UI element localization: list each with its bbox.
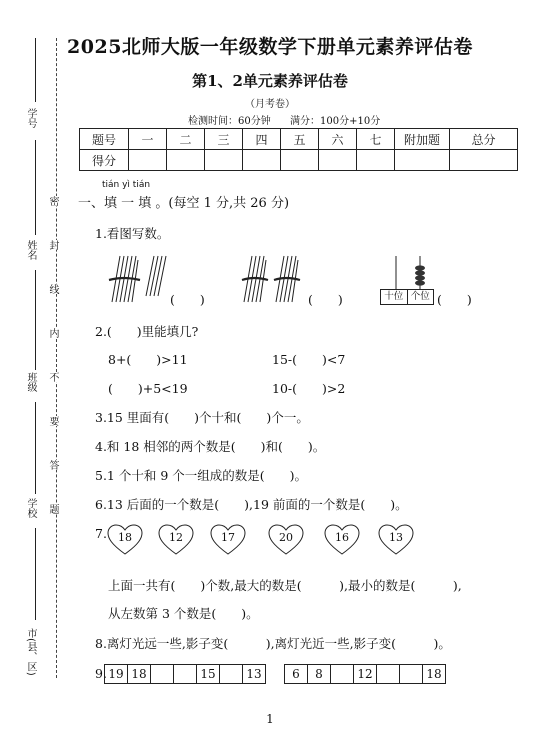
sequence-cell[interactable] [331,665,354,684]
question-6: 6.13 后面的一个数是( ),19 前面的一个数是( )。 [95,497,408,512]
table-cell: 五 [281,129,319,150]
question-1: 1.看图写数。 [95,226,170,241]
question-7-line-1: 上面一共有( )个数,最大的数是( ),最小的数是( ), [108,578,462,593]
abacus-tens-label: 十位 [381,290,408,304]
heart-value: 13 [389,531,403,544]
seal-char: 要 [47,416,58,426]
score-blank[interactable] [450,150,518,171]
table-cell: 一 [129,129,167,150]
table-cell: 四 [243,129,281,150]
table-cell: 六 [319,129,357,150]
inequality-item: 10-( )>2 [272,381,346,396]
score-table-header-row [80,129,518,150]
question-2: 2.( )里能填几? [95,324,199,339]
inequality-item: 8+( )>11 [108,352,188,367]
score-table [79,128,518,171]
sequence-cell: 18 [423,665,446,684]
question-3: 3.15 里面有( )个十和( )个一。 [95,410,309,425]
score-blank[interactable] [167,150,205,171]
sequence-cell: 19 [105,665,128,684]
score-blank[interactable] [357,150,395,171]
heart-value: 12 [169,531,183,544]
heart-value: 20 [279,531,293,544]
question-7: 7. [95,526,107,541]
seal-char: 内 [47,328,58,338]
page-title: 2025北师大版一年级数学下册单元素养评估卷 [67,36,473,58]
score-blank[interactable] [129,150,167,171]
score-table-score-row [80,150,518,171]
inequality-item: ( )+5<19 [108,381,188,396]
heart-number [210,524,246,554]
table-cell: 三 [205,129,243,150]
abacus-ones-label: 个位 [410,291,430,302]
field-student-id: 学号 [25,108,36,128]
score-blank[interactable] [205,150,243,171]
score-blank[interactable] [243,150,281,171]
section-heading: 一、填 一 填 。(每空 1 分,共 26 分) [78,196,290,211]
sequence-cell[interactable] [174,665,197,684]
number-sequence [104,664,446,684]
sequence-cell: 12 [354,665,377,684]
heart-value: 18 [118,531,132,544]
exam-time: 检测时间：60分钟 [188,116,271,127]
exam-type-note: （月考卷） [245,99,295,110]
table-cell: 七 [357,129,395,150]
sticks-illustration-2 [240,252,304,304]
heart-value: 17 [221,531,235,544]
seal-char: 封 [47,240,58,250]
heart-number [268,524,304,554]
seal-char: 线 [47,284,58,294]
question-8: 8.离灯光远一些,影子变( ),离灯光近一些,影子变( )。 [95,636,451,651]
abacus-base [380,289,434,305]
table-cell: 题号 [80,129,129,150]
sequence-cell[interactable] [377,665,400,684]
sequence-cell[interactable] [220,665,243,684]
table-cell: 附加题 [395,129,450,150]
sequence-cell: 18 [128,665,151,684]
sequence-cell: 6 [285,665,308,684]
exam-score: 满分：100分+10分 [290,116,381,127]
sequence-cell[interactable] [400,665,423,684]
table-cell: 总分 [450,129,518,150]
seal-char: 不 [47,372,58,382]
page-subtitle: 第1、2单元素养评估卷 [192,72,348,90]
answer-blank[interactable]: ( ) [170,292,205,307]
sequence-cell: 13 [243,665,266,684]
seal-char: 答 [47,460,58,470]
field-city: 市(县、区) [25,628,36,676]
question-9: 9. [95,666,107,681]
inequality-item: 15-( )<7 [272,352,346,367]
field-class: 班级 [25,372,36,392]
sequence-cell[interactable] [151,665,174,684]
question-7-line-2: 从左数第 3 个数是( )。 [108,606,259,621]
sequence-gap [266,665,285,684]
heart-value: 16 [335,531,349,544]
seal-char: 密 [47,196,58,206]
answer-blank[interactable]: ( ) [437,292,472,307]
score-blank[interactable] [395,150,450,171]
section-pinyin: tián yì tián [102,180,151,190]
table-cell: 得分 [80,150,129,171]
seal-char: 题 [47,504,58,514]
page-number: 1 [266,712,274,726]
field-school: 学校 [25,498,36,518]
heart-number [158,524,194,554]
heart-number [378,524,414,554]
heart-number [107,524,143,554]
score-blank[interactable] [281,150,319,171]
sequence-cell: 8 [308,665,331,684]
sequence-cell: 15 [197,665,220,684]
field-name: 姓名 [25,240,36,260]
answer-blank[interactable]: ( ) [308,292,343,307]
table-cell: 二 [167,129,205,150]
sticks-illustration-1 [106,252,170,304]
abacus-illustration [380,256,436,290]
heart-number [324,524,360,554]
score-blank[interactable] [319,150,357,171]
question-4: 4.和 18 相邻的两个数是( )和( )。 [95,439,326,454]
question-5: 5.1 个十和 9 个一组成的数是( )。 [95,468,308,483]
